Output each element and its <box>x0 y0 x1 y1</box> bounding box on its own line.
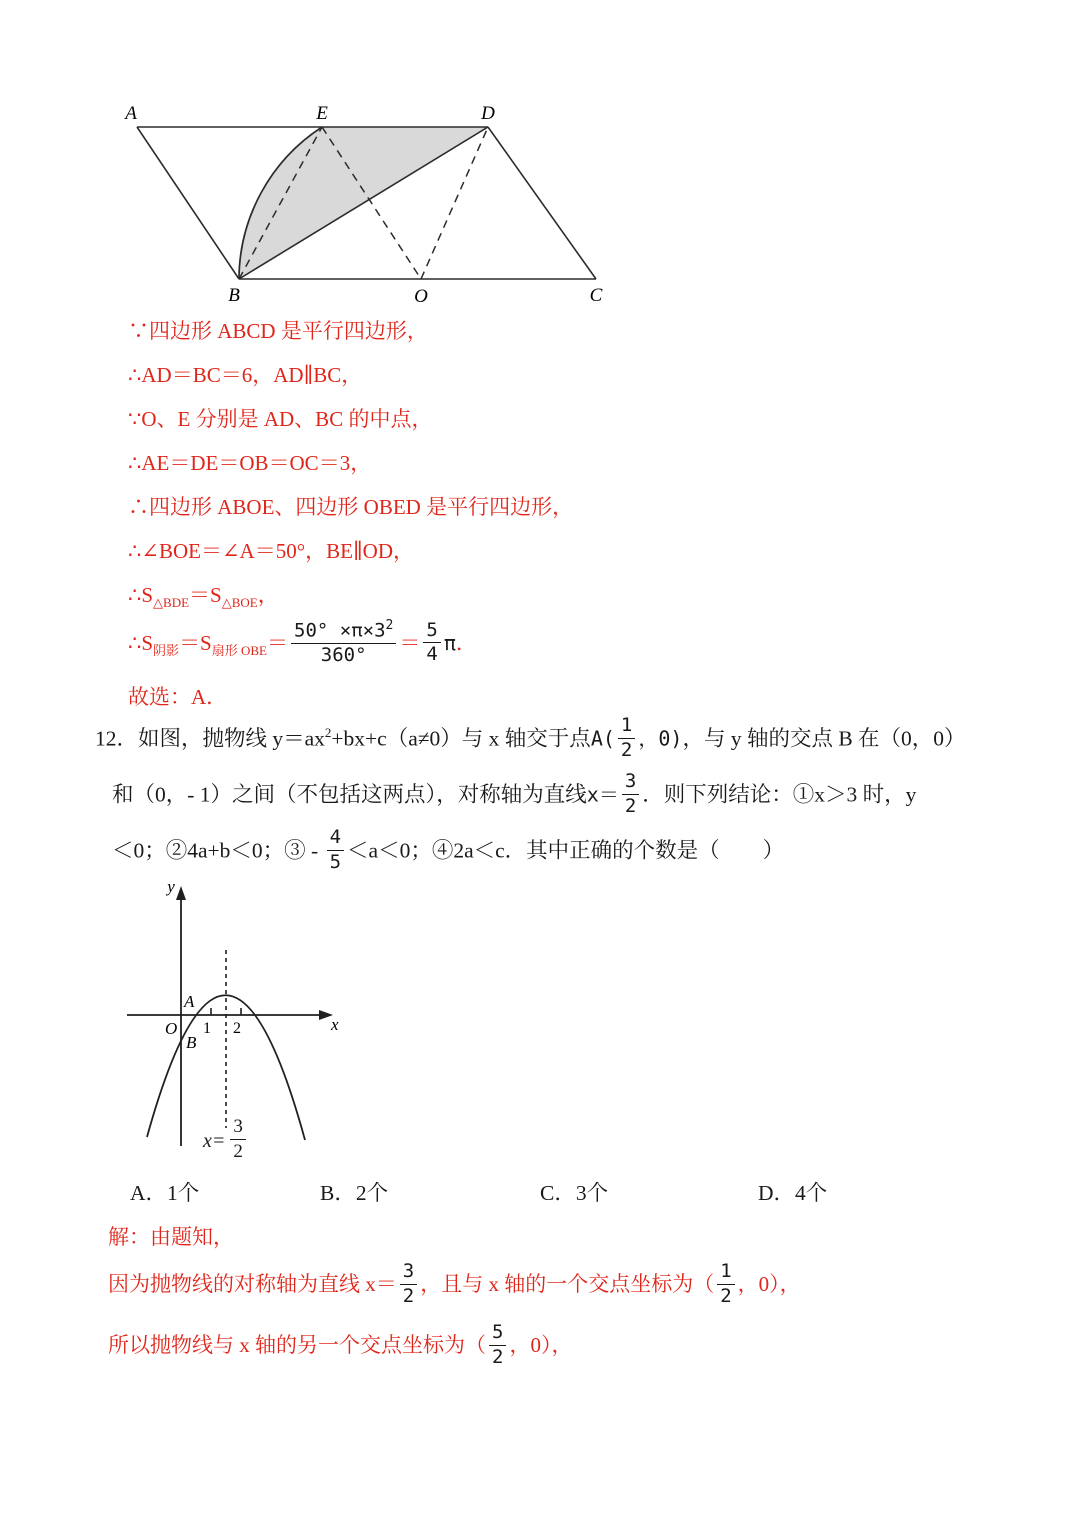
fraction-denominator: 360° <box>320 644 367 667</box>
solution-line: 解：由题知， <box>108 1225 234 1249</box>
question-text <box>112 769 917 820</box>
fraction-numerator: 3 <box>622 771 639 795</box>
subscript: △BOE <box>221 595 258 611</box>
solution-line: ∵四边形 ABCD 是平行四边形， <box>128 319 428 343</box>
options-row <box>0 1178 1080 1210</box>
question-line-2 <box>95 768 966 824</box>
vertex-label-O: O <box>414 286 428 307</box>
symmetry-axis-equation <box>203 1118 249 1165</box>
point-A-label: A <box>184 992 195 1011</box>
solution-text: ，且与 x 轴的一个交点坐标为（ <box>420 1271 715 1296</box>
subscript: △BDE <box>153 595 190 611</box>
solution-line-areas <box>128 572 573 616</box>
fraction-numerator: 3 <box>400 1261 417 1285</box>
y-axis-arrow <box>176 886 186 900</box>
axis-equation: x＝ <box>586 781 619 806</box>
exponent: 2 <box>324 724 332 740</box>
option-c: C．3个 <box>540 1181 609 1205</box>
vertex-label-C: C <box>589 285 603 306</box>
fraction-denominator: 2 <box>402 1284 415 1307</box>
solution-line: ∴AD＝BC＝6，AD∥BC， <box>128 363 363 387</box>
axis-equation-x-equals: x= <box>203 1129 226 1152</box>
fraction-sector-area <box>291 619 396 667</box>
fraction-denominator: 4 <box>426 643 438 666</box>
y-axis-label: y <box>167 877 175 896</box>
answer-choice-line: 故选：A． <box>128 685 228 709</box>
x-axis-label: x <box>331 1015 339 1034</box>
solution-text: ， <box>257 582 279 607</box>
fraction-three-halves <box>230 1116 246 1163</box>
option-b: B．2个 <box>320 1181 389 1205</box>
exponent: 2 <box>385 617 394 633</box>
point-A-close: ，0) <box>638 725 683 750</box>
fraction-denominator: 5 <box>329 850 342 873</box>
solution-line: ∴∠BOE＝∠A＝50°，BE∥OD， <box>128 539 414 563</box>
vertex-label-B: B <box>228 285 240 306</box>
question-12-block <box>95 712 966 880</box>
tick-label-2: 2 <box>233 1020 241 1037</box>
fraction-numerator <box>291 619 396 644</box>
question-text: ．则下列结论：①x＞3 时，y <box>642 781 917 806</box>
fraction-one-half <box>618 715 635 762</box>
question-text: 12．如图，抛物线 y＝ax <box>95 725 325 750</box>
solution-text <box>128 617 477 669</box>
solution-text: 所以抛物线与 x 轴的另一个交点坐标为（ <box>108 1332 486 1357</box>
question-line-3 <box>95 824 966 880</box>
fraction-denominator: 2 <box>620 738 633 761</box>
solution-text <box>108 1259 801 1310</box>
edge-DC <box>488 127 596 279</box>
fraction-denominator: 2 <box>492 1345 504 1368</box>
fraction-numerator: 5 <box>489 1322 506 1346</box>
solution-text: ∴S <box>128 630 154 655</box>
solution-text: 因为抛物线的对称轴为直线 x＝ <box>108 1271 397 1296</box>
subscript-shaded: 阴影 <box>153 642 180 658</box>
solution-text <box>128 579 279 609</box>
option-a: A．1个 <box>130 1181 200 1205</box>
fraction-numerator: 1 <box>717 1261 734 1285</box>
question-text: 和（0，- 1）之间（不包括这两点），对称轴为直线 <box>112 781 587 806</box>
vertex-label-E: E <box>316 103 328 124</box>
figure-parallelogram <box>105 95 625 310</box>
solution-text <box>108 1320 573 1371</box>
solution-text: ＝S <box>179 630 212 655</box>
fraction-three-halves <box>400 1261 417 1308</box>
fraction-numerator: 1 <box>618 715 635 739</box>
fraction-numerator-text: 50° ×π×3 <box>294 619 386 642</box>
solution-line: ∴AE＝DE＝OB＝OC＝3， <box>128 451 372 475</box>
point-B-label: B <box>186 1033 197 1052</box>
solution-line: ∴四边形 ABOE、四边形 OBED 是平行四边形， <box>128 495 574 519</box>
fraction-four-fifths <box>327 827 344 874</box>
question-text: +bx+c（a≠0）与 x 轴交于点 <box>331 725 591 750</box>
fraction-denominator: 2 <box>624 794 637 817</box>
fraction-numerator: 3 <box>230 1116 246 1140</box>
solution-block-11 <box>128 308 573 718</box>
fraction-five-halves <box>489 1322 506 1369</box>
question-text: ＜0；②4a+b＜0；③ - <box>112 837 324 862</box>
solution-line-sector-formula <box>128 616 573 674</box>
vertex-label-A: A <box>125 103 137 124</box>
edge-AB <box>137 127 239 279</box>
solution-line: ∵O、E 分别是 AD、BC 的中点， <box>128 407 433 431</box>
solution-text: ∴S <box>128 582 154 607</box>
fraction-one-half <box>717 1261 734 1308</box>
origin-label: O <box>165 1019 178 1038</box>
solution-text: ＝S <box>189 582 222 607</box>
subscript-sector: 扇形 OBE <box>211 642 268 658</box>
solution-text: ，0）， <box>509 1332 573 1357</box>
solution-line-symmetry <box>108 1256 801 1316</box>
fraction-three-halves <box>622 771 639 818</box>
pi-symbol: π <box>443 630 456 655</box>
fraction-denominator: 2 <box>233 1140 243 1162</box>
solution-block-12 <box>108 1216 801 1378</box>
question-text: ，与 y 轴的交点 B 在（0，0） <box>682 725 966 750</box>
vertex-label-D: D <box>481 103 495 124</box>
fraction-five-fourths <box>423 620 440 667</box>
question-text <box>95 713 966 764</box>
solution-text: ，0）， <box>737 1271 801 1296</box>
equals-sign: ＝ <box>399 630 421 655</box>
question-text: ＜a＜0；④2a＜c．其中正确的个数是（ ） <box>347 837 785 862</box>
equals-sign: ＝ <box>267 630 289 655</box>
question-line-1 <box>95 712 966 768</box>
fraction-numerator: 4 <box>327 827 344 851</box>
option-d: D．4个 <box>758 1181 828 1205</box>
point-A-open: A( <box>590 725 615 750</box>
question-text <box>112 825 785 876</box>
fraction-numerator: 5 <box>423 620 440 644</box>
period: ． <box>455 630 477 655</box>
solution-line-other-root <box>108 1316 801 1378</box>
fraction-denominator: 2 <box>720 1284 732 1307</box>
tick-label-1: 1 <box>203 1020 211 1037</box>
